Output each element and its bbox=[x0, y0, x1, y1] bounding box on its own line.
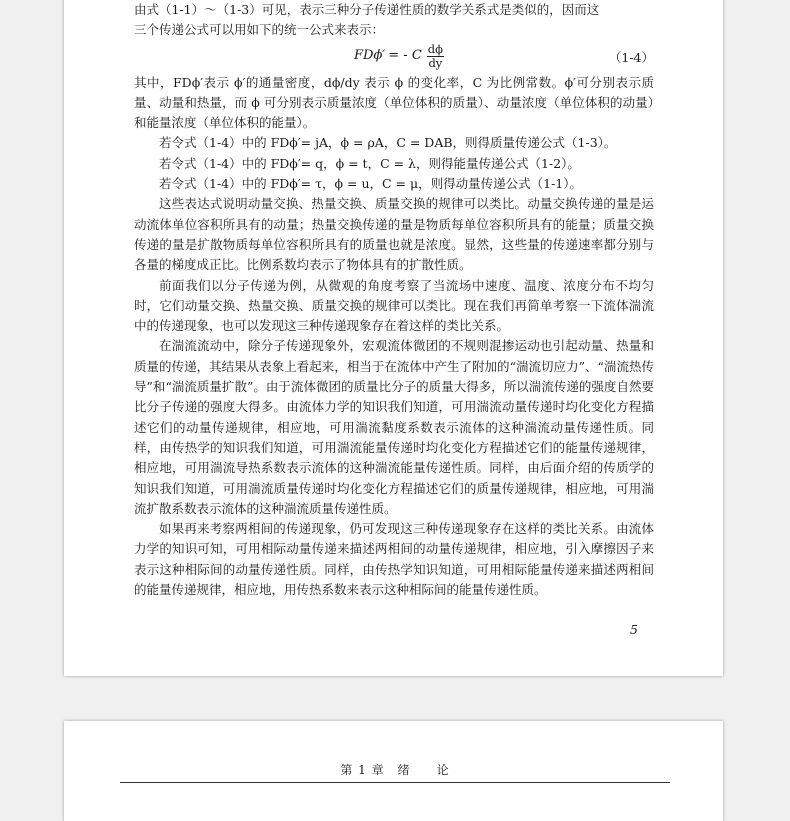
document-page-next bbox=[64, 721, 723, 821]
fraction-numerator: dϕ bbox=[427, 41, 443, 56]
equation-lhs: FDϕ′ bbox=[354, 47, 386, 63]
paragraph-analogy: 这些表达式说明动量交换、热量交换、质量交换的规律可以类比。动量交换传递的量是运动流体单位容积所具有的动量；热量交换传递的量是物质每单位容积所具有的能量；质量交换传递的量是扩散物质每单位容积所具有的质量也就是浓度。显然，这些量的传递速率都分别与各量的梯度成正比。比例系数均表示了物体具有的扩散性质。 bbox=[134, 196, 654, 273]
paragraph-molecular: 前面我们以分子传递为例，从微观的角度考察了当流场中速度、温度、浓度分布不均匀时，它们动量交换、热量交换、质量交换的规律可以类比。现在我们再简单考察一下流体湍流中的传递现象，也可以发现这三种传递现象存在着这样的类比关系。 bbox=[134, 277, 654, 334]
paragraph-interphase: 如果再来考察两相间的传递现象，仍可发现这三种传递现象存在这样的类比关系。由流体力学的知识可知，可用相际动量传递来描述两相间的动量传递规律，相应地，引入摩擦因子来表示这种相际间的动量传递性质。同样，由传热学知识知道，可用相际能量传递来描述两相间的能量传递规律，相应地，用传热系数来表示这种相际间的能量传递性质。 bbox=[134, 521, 654, 598]
equation-number: （1-4） bbox=[608, 49, 654, 65]
fraction-denominator: dy bbox=[428, 55, 443, 70]
paragraph-turbulent: 在湍流流动中，除分子传递现象外，宏观流体微团的不规则混掺运动也引起动量、热量和质量的传递，其结果从表象上看起来，相当于在流体中产生了附加的“湍流切应力”、“湍流热传导”和“湍流质量扩散”。由于流体微团的质量比分子的质量大得多，所以湍流传递的强度自然要比分子传递的强度大得多。由流体力学的知识我们知道，可用湍流动量传递时均化变化方程描述它们的动量传递规律，相应地，可用湍流黏度系数表示流体的这种湍流动量传递性质。同样，由传热学的知识我们知道，可用湍流能量传递时均化变化方程描述它们的能量传递规律，相应地，可用湍流导热系数表示流体的这种湍流能量传递性质。同样，由后面介绍的传质学的知识我们知道，可用湍流质量传递时均化变化方程描述它们的质量传递规律，相应地，可用湍流扩散系数表示流体的这种湍流质量传递性质。 bbox=[134, 338, 654, 516]
condition-energy: 若令式（1-4）中的 FDϕ′= q，ϕ = t，C = λ，则得能量传递公式（1-2）。 bbox=[159, 155, 580, 171]
intro-line-1: 由式（1-1）～（1-3）可见，表示三种分子传递性质的数学关系式是类似的，因而这 bbox=[134, 2, 600, 17]
paragraph-where: 其中，FDϕ′表示 ϕ′的通量密度，dϕ/dy 表示 ϕ 的变化率，C 为比例常数。ϕ′可分别表示质量、动量和热量，而 ϕ 可分别表示质量浓度（单位体积的质量）、动量浓度（单位体积的动量）和能量浓度（单位体积的能量）。 bbox=[134, 74, 654, 131]
running-header: 第 1 章 绪 论 bbox=[120, 761, 670, 783]
equation bbox=[354, 43, 444, 70]
equation-fraction bbox=[427, 43, 444, 70]
intro-line-2: 三个传递公式可以用如下的统一公式来表示： bbox=[134, 22, 385, 38]
document-page bbox=[64, 0, 723, 676]
condition-momentum: 若令式（1-4）中的 FDϕ′= τ，ϕ = u，C = μ，则得动量传递公式（1-1）。 bbox=[159, 176, 582, 192]
equation-row bbox=[134, 41, 654, 73]
condition-mass: 若令式（1-4）中的 FDϕ′= jA，ϕ = ρA，C = DAB，则得质量传递公式（1-3）。 bbox=[159, 135, 617, 151]
page-body bbox=[134, 0, 654, 600]
page-number: 5 bbox=[630, 622, 638, 637]
equation-op: = - C bbox=[388, 47, 422, 63]
